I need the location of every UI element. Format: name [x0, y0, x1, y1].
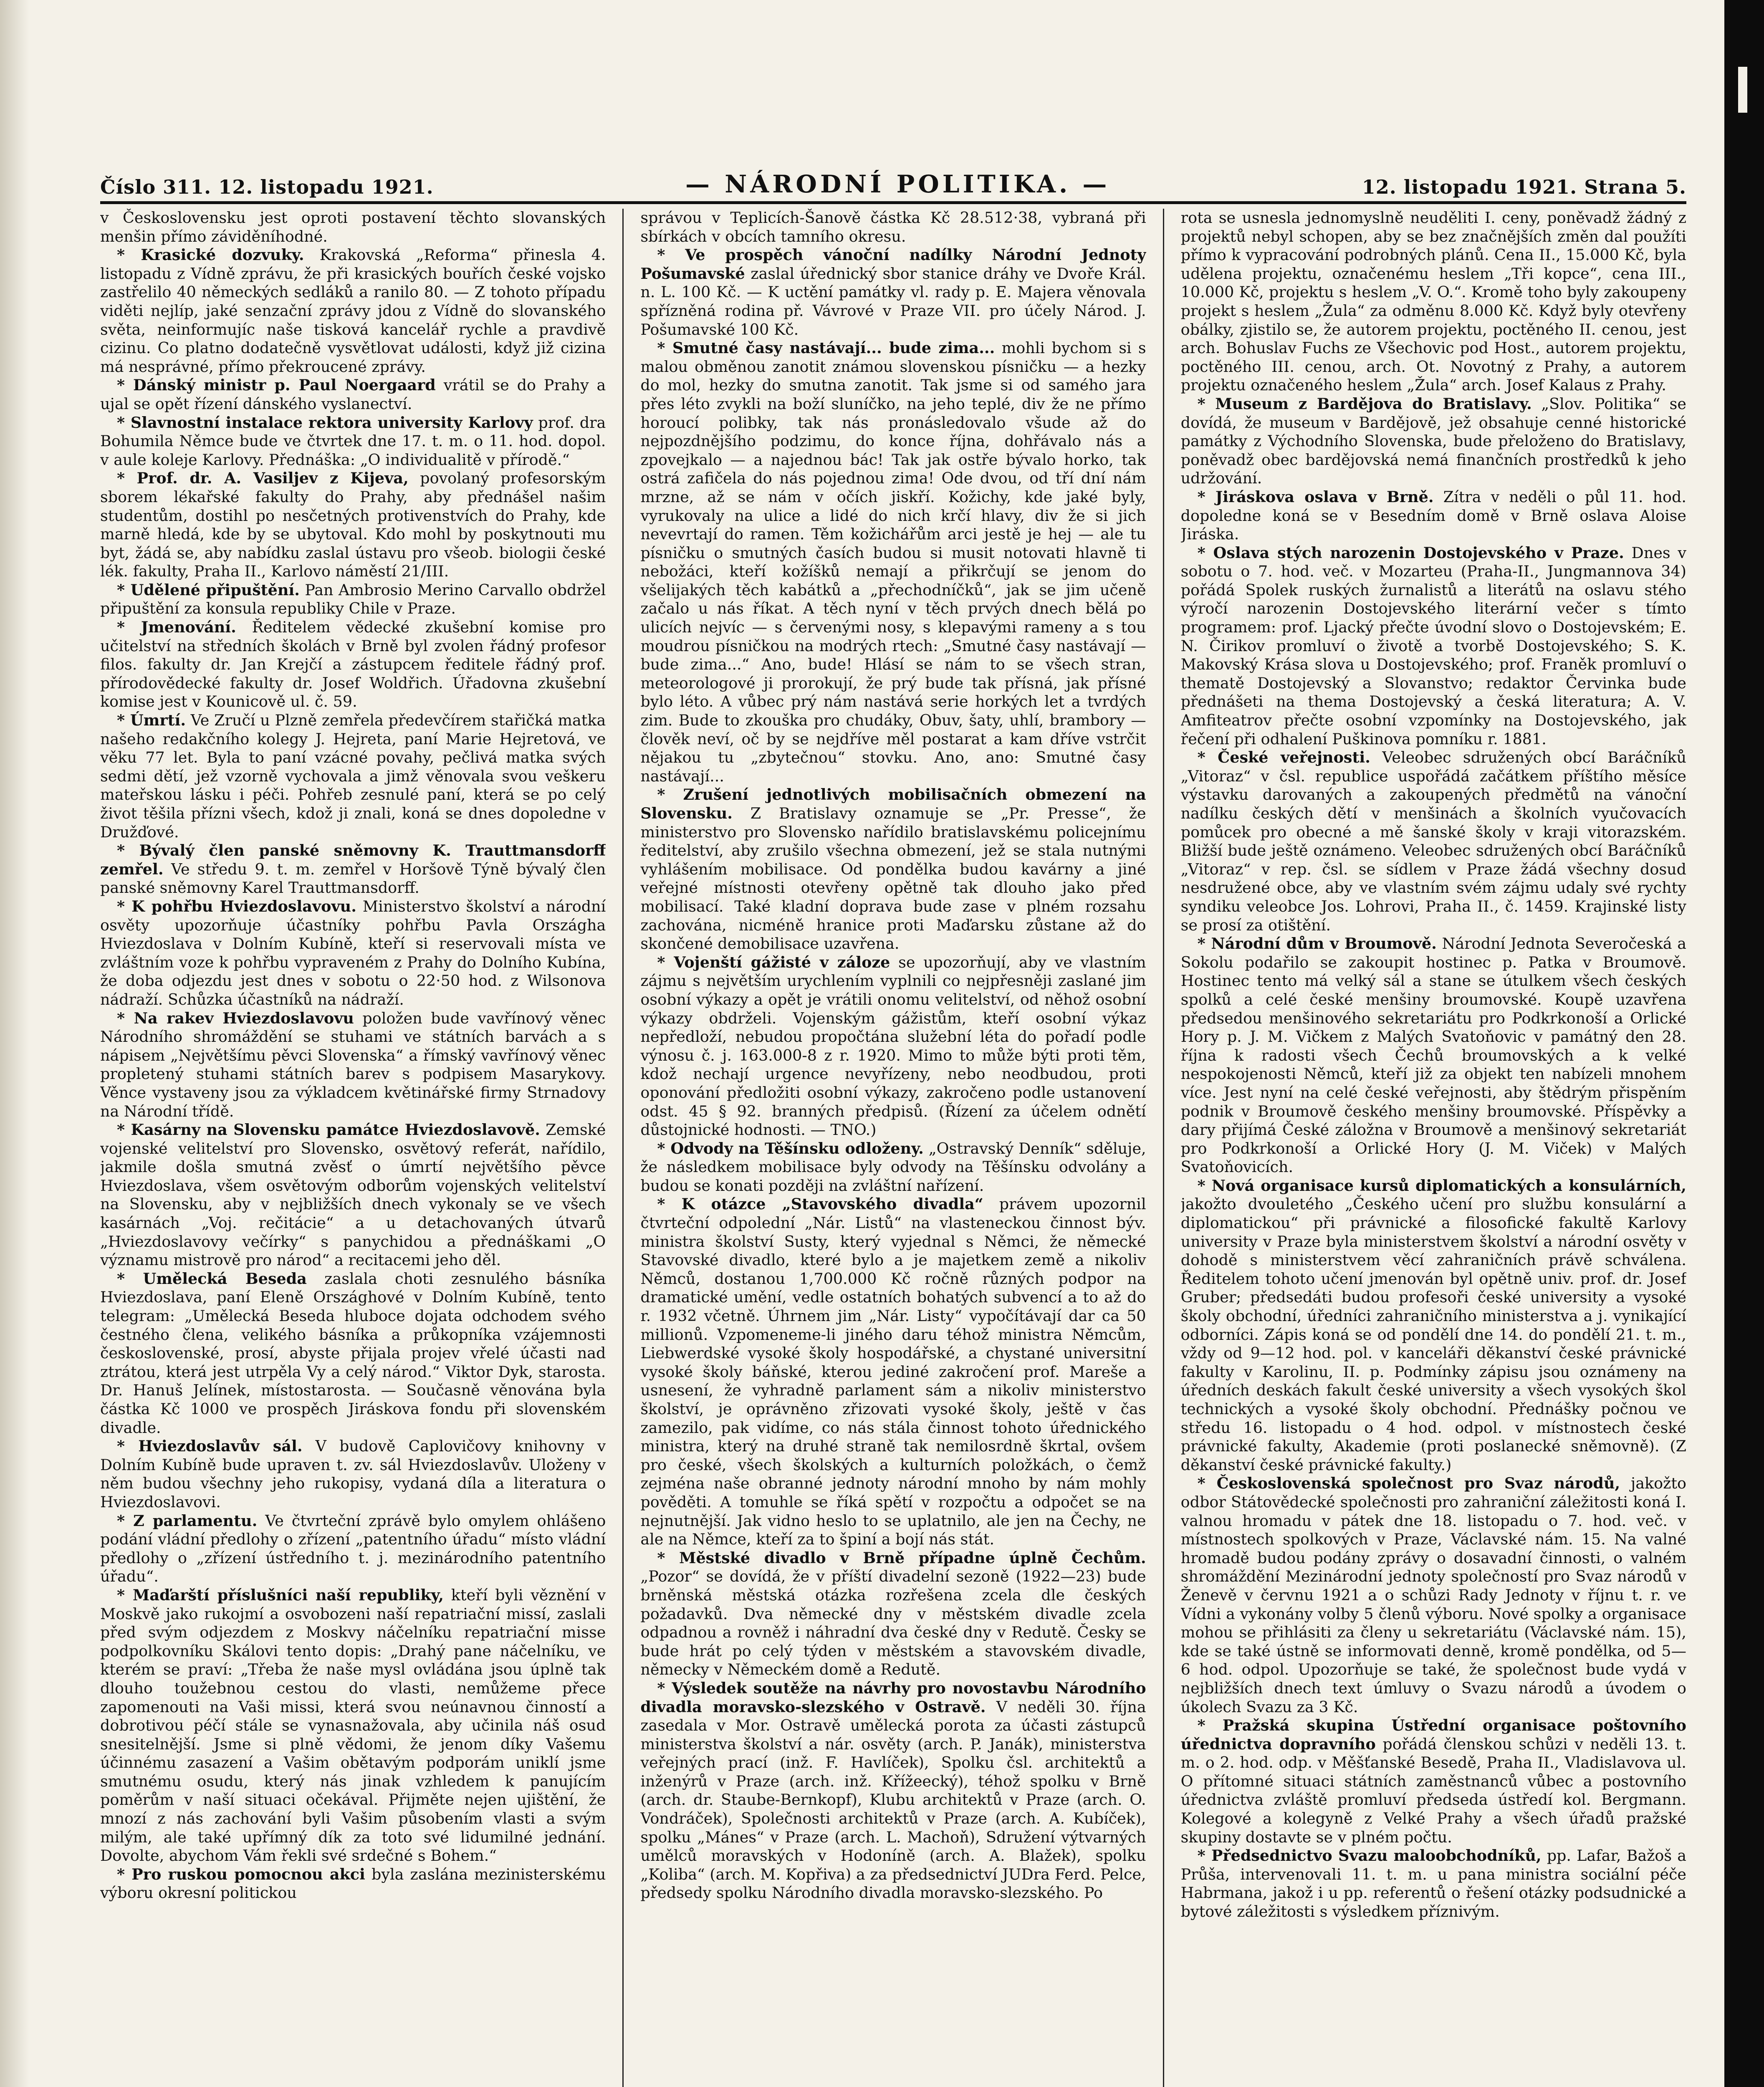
column-1	[100, 209, 606, 2087]
article-text: Z Bratislavy oznamuje se „Pr. Presse“, že ministerstvo pro Slovensko nařídilo bratislavskému policejnímu ředitelství, aby zrušilo všechna obmezení, jež se stala nutnými vyhlášením mobilisace. Od pondělka budou kavárny a jiné veřejné místnosti otevřeny opětně tak dlouho jako před mobilisací. Také kladní doprava bude zase v plném rozsahu zachována, nicméně hranice proti Maďarsku zůstane až do skončené demobilisace uzavřena.	[640, 804, 1146, 953]
article-text: položen bude vavřínový věnec Národního shromáždění se stuhami ve státních barvách a s nápisem „Největšímu pěvci Slovenska“ a římský vavřínový věnec propletený stuhami státních barev s podpisem Masarykovy. Věnce vystaveny jsou za výkladcem květinářské firmy Strnadovy na Národní třídě.	[100, 1009, 606, 1120]
article-headline: * K otázce „Stavovského divadla“	[657, 1195, 983, 1213]
article-text: zaslal úřednický sbor stanice dráhy ve Dvoře Král. n. L. 100 Kč. — K uctění památky vl. rady p. E. Majera věnovala spřízněná rodina př. Vávrové v Praze VII. pro účely Národ. J. Pošumavské 100 Kč.	[640, 264, 1146, 339]
article-text: Veleobec sdružených obcí Baráčníků „Vitoraz“ v čsl. republice uspořádá začátkem příštího měsíce výstavku darovaných a zakoupených předmětů na vánoční nadílku českých dětí v menšinách a školních vyučovacích pomůcek pro obecné a mě šanské školy v kraji vitorazském. Bližší bude ještě oznámeno. Veleobec sdružených obcí Baráčníků „Vitoraz“ v rep. čsl. se sídlem v Praze žádá všechny dosud nesdružené obce, aby ve vlastním svém zájmu udaly své rychty syndiku veleobce Jos. Lohrovi, Praha II., č. 1459. Krajinské listy se prosí za otištění.	[1180, 748, 1686, 934]
article-paragraph	[100, 1586, 606, 1865]
article-headline: * Umělecká Beseda	[117, 1269, 307, 1288]
article-text: pořádá členskou schůzi v neděli 13. t. m. o 2. hod. odp. v Měšťanské Besedě, Praha II., Vladislavova ul. O přítomné situaci státních zaměstnanců vůbec a postovního úřednictva zvláště promluví předseda ústředí kol. Bergmann. Kolegové a kolegyně z Velké Prahy a všech úřadů pražské skupiny dostavte se v plném počtu.	[1180, 1735, 1686, 1846]
article-text: prof. dra Bohumila Němce bude ve čtvrtek dne 17. t. m. o 11. hod. dopol. v aule koleje Karlovy. Přednáška: „O individualitě v přírodě.“	[100, 413, 606, 469]
date-and-page: 12. listopadu 1921. Strana 5.	[1362, 176, 1686, 198]
article-headline: * Na rakev Hviezdoslavovu	[117, 1009, 354, 1027]
article-headline: * Úmrtí.	[117, 711, 186, 730]
issue-number: Číslo 311. 12. listopadu 1921.	[100, 176, 434, 198]
article-paragraph	[1181, 395, 1686, 488]
article-paragraph	[100, 209, 606, 246]
article-text: Ministerstvo školství a národní osvěty upozorňuje účastníky pohřbu Pavla Országha Hviezdoslava v Dolním Kubíně, kteří si reservovali místa ve zvláštním voze k pohřbu vypraveném z Prahy do Dolního Kubína, že doba odjezdu jest dnes v sobotu o 22·50 hod. z Wilsonova nádraží. Schůzka účastníků na nádraží.	[100, 897, 606, 1008]
article-paragraph	[1181, 935, 1686, 1177]
article-headline: * K pohřbu Hviezdoslavovu.	[117, 897, 356, 915]
page-margin-shadow	[0, 0, 29, 2087]
article-paragraph	[640, 1679, 1146, 1903]
article-text: vrátil se do Prahy a ujal se opět řízení dánského vyslanectví.	[100, 376, 606, 413]
article-headline: * České veřejnosti.	[1197, 748, 1370, 767]
article-headline: * Výsledek soutěže na návrhy pro novostavbu Národního divadla moravsko-slezského v Ostravě.	[640, 1679, 1146, 1716]
article-text: Ve čtvrteční zprávě bylo omylem ohlášeno podání vládní předlohy o zřízení „patentního úřadu“ místo vládní předlohy o „zřízení ústředního t. j. mezinárodního patentního úřadu“.	[100, 1511, 606, 1586]
article-text: V budově Caplovičovy knihovny v Dolním Kubíně bude upraven t. zv. sál Hviezdoslavův. Uloženy v něm budou všechny jeho rukopisy, vydaná díla a literatura o Hviezdoslavovi.	[100, 1437, 606, 1511]
article-paragraph	[100, 1512, 606, 1586]
article-headline: * Udělené připuštění.	[117, 581, 300, 599]
article-headline: * Národní dům v Broumově.	[1197, 935, 1437, 953]
article-paragraph	[640, 953, 1146, 1140]
article-paragraph	[640, 1140, 1146, 1195]
article-text: Pan Ambrosio Merino Carvallo obdržel připuštění za konsula republiky Chile v Praze.	[100, 581, 606, 618]
article-text: se upozorňují, aby ve vlastním zájmu s největším urychlením vyplnili co nejpřesněji zaslané jim osobní výkazy a opět je vrátili onomu velitelství, od něhož osobní výkazy obdrželi. Vojenským gážistům, kteří osobní výkaz nepředloží, nebudou propočtána služební léta do pořadí podle výnosu č. j. 163.000-8 z r. 1920. Mimo to může býti proti těm, kdož nechají urgence nevyřízeny, nebo neodbudou, proti oponování předložiti osobní výkazy, zakročeno podle ustanovení odst. 45 § 92. branných předpisů. (Řízení za účelem odnětí důstojnické hodnosti. — TNO.)	[640, 953, 1146, 1139]
masthead-rule	[100, 201, 1686, 204]
article-text: Zemské vojenské velitelství pro Slovensko, osvětový referát, nařídilo, jakmile došla smutná zvěsť o úmrtí největšího pěvce Hviezdoslava, všem osvětovým odborům vojenských velitelství na Slovensku, aby v nejbližších dnech vykonaly se ve všech kasárnách „Voj. rečitácie“ a u detachovaných útvarů „Hviezdoslavovy večírky“ s panychidou a přednáškami „O významu mistrově pro národ“ a recitacemi jeho děl.	[100, 1121, 606, 1269]
article-headline: * Dánský ministr p. Paul Noergaard	[117, 376, 436, 394]
article-text: povolaný profesorským sborem lékařské fakulty do Prahy, aby přednášel našim studentům, dostihl po nesčetných protivenstvích do Prahy, kde marně hledá, kde by se ubytoval. Kdo mohl by poskytnouti mu byt, žádá se, aby nabídku zaslal ústavu pro všeob. biologii české lék. fakulty, Praha II., Karlovo náměstí 21/III.	[100, 469, 606, 581]
article-text: „Slov. Politika“ se dovídá, že museum v Bardějově, jež obsahuje cenné historické památky z Východního Slovenska, bude přeloženo do Bratislavy, poněvadž obec bardějovská nemá finančních prostředků k jeho udržování.	[1180, 394, 1686, 488]
article-text: Ředitelem vědecké zkušební komise pro učitelství na středních školách v Brně byl zvolen řádný profesor filos. fakulty dr. Jan Krejčí a zástupcem ředitele řádný prof. přírodovědecké fakulty dr. Josef Woldřich. Úřadovna zkušební komise jest v Kounicově ul. č. 59.	[100, 618, 606, 711]
article-paragraph	[100, 1437, 606, 1511]
article-paragraph	[100, 1121, 606, 1270]
article-headline: * Jiráskova oslava v Brně.	[1197, 488, 1434, 506]
article-text: V neděli 30. října zasedala v Mor. Ostravě umělecká porota za účasti zástupců ministerstva školství a nár. osvěty (arch. P. Janák), ministerstva veřejných prací (inž. F. Havlíček), Spolku čsl. architektů a inženýrů v Praze (arch. inž. Křížeecký), téhož spolku v Brně (arch. dr. Staube-Bernkopf), Klubu architektů v Praze (arch. O. Vondráček), Společnosti architektů v Praze (arch. A. Kubíček), spolku „Mánes“ v Praze (arch. L. Machoň), Sdružení výtvarných umělců moravských v Hodoníně (arch. A. Blažek), spolku „Koliba“ (arch. M. Kopřiva) a za předsednictví JUDra Ferd. Pelce, předsedy spolku Národního divadla moravsko-slezského. Po	[640, 1698, 1146, 1902]
article-paragraph	[640, 339, 1146, 786]
article-text: Zítra v neděli o půl 11. hod. dopoledne koná se v Besedním domě v Brně oslava Aloise Jiráska.	[1180, 488, 1686, 543]
article-paragraph	[100, 1009, 606, 1121]
article-text: „Pozor“ se dovídá, že v příští divadelní sezoně (1922—23) bude brněnská městská otázka rozřešena zcela dle českých požadavků. Dva německé dny v městském divadle zcela odpadnou a rovněž i náhradní dva české dny v Redutě. Česky se bude hrát po celý týden v městském a stavovském divadle, německy v Německém domě a Redutě.	[640, 1567, 1146, 1679]
column-3	[1181, 209, 1686, 2087]
article-paragraph	[1181, 1716, 1686, 1847]
article-headline: * Odvody na Těšínsku odloženy.	[657, 1139, 924, 1157]
column-divider	[622, 209, 624, 2087]
article-paragraph	[100, 469, 606, 581]
article-headline: * Slavnostní instalace rektora university Karlovy	[117, 413, 533, 432]
article-text: mohli bychom si s malou obměnou zanotit známou slovenskou písničku — a hezky do mol, hezky do smutna zanotit. Tak jsme si od samého jara přes léto zvykli na boží sluníčko, na jeho teplé, div že ne přímo horoucí polibky, tak nás pronásledovalo všude až do nejpozdnějšího podzimu, do konce října, dohřávalo nás a zpovejkalo — a najednou bác! Tak jak ostře bývalo horko, tak ostrá zafičela do nás pojednou zima! Ode dvou, od tří dní nám mrzne, až se nám v očích jiskří. Kožichy, kde jaké byly, vyrukovaly na ulice a lidé do nich krčí hlavy, div že si jich nevevrtají do ramen. Těm kožichářům arci jestě je hej — ale tu písničku o smutných časích budou si musit notovati hlavně ti nebožáci, kteří kožíšků nemají a přikrčují se jenom do všelijakých těch kabátků a „přechodníčků“, jak se jim učeně začalo u nás říkat. A těch nyní v těch prvých dnech bělá po ulicích nejvíc — s červenými nosy, s klepavými rameny a s tou moudrou písničkou na modrých rtech: „Smutné časy nastávají — bude zima...“ Ano, bude! Hlásí se nám to se všech stran, meteorologové ji prorokují, že prý bude tak přísná, jak přísné bylo léto. A vůbec prý nám nastává serie horkých let a tvrdých zim. Bude to zkouška pro chudáky, Obuv, šaty, uhlí, brambory — člověk neví, oč by se nejdříve měl postarat a kam dříve vstrčit nějakou tu „zbytečnou“ stovku. Ano, ano: Smutné časy nastávají...	[640, 339, 1146, 785]
column-2	[640, 209, 1146, 2087]
article-text: Ve středu 9. t. m. zemřel v Horšově Týně bývalý člen panské sněmovny Karel Trauttmansdorff.	[100, 860, 606, 897]
article-text: Dnes v sobotu o 7. hod. več. v Mozarteu (Praha-II., Jungmannova 34) pořádá Spolek ruských žurnalistů a literátů na oslavu stého výročí narozenin Dostojevského literární večer s tímto programem: prof. Ljacký přečte úvodní slovo o Dostojevském; E. N. Čirikov promluví o životě a tvorbě Dostojevského; S. K. Makovský Krása slova u Dostojevského; prof. Franěk promluví o thematě Dostojevský a Slovanstvo; redaktor Červinka bude přednášeti na thema Dostojevský a česká literatura; A. V. Amfiteatrov přečte osobní vzpomínky na Dostojevského, jak řečení při odhalení Puškinova pomníku r. 1881.	[1180, 543, 1686, 748]
article-paragraph	[1181, 544, 1686, 749]
masthead	[100, 169, 1686, 198]
article-paragraph	[1181, 1474, 1686, 1716]
article-text: rota se usnesla jednomyslně neuděliti I. ceny, poněvadž žádný z projektů nebyl schopen, aby se bez značnějších změn dal použíti přímo k vypracování podrobných plánů. Cena II., 15.000 Kč, byla udělena projektu, označenému heslem „Tři kopce“, cena III., 10.000 Kč, projektu s heslem „V. O.“. Kromě toho byly zakoupeny projekt s heslem „Žula“ za odměnu 8.000 Kč. Když byly otevřeny obálky, zjistilo se, že autorem projektu, poctěného II. cenou, jest arch. Bohuslav Fuchs ze Všechovic pod Host., autorem projektu, poctěného III. cenou, arch. Ot. Novotný z Prahy, a autorem projektu označeného heslem „Žula“ arch. Josef Kalaus z Prahy.	[1180, 209, 1686, 394]
article-headline: * Ve prospěch vánoční nadílky Národní Jednoty Pošumavské	[640, 246, 1146, 283]
article-paragraph	[640, 209, 1146, 246]
article-text: Národní Jednota Severočeská a Sokolu podařilo se zakoupit hostinec p. Patka v Broumově. Hostinec tento má velký sál a stane se útulkem všech českých spolků a celé české menšiny broumovské. Koupě uzavřena předsedou menšinového sekretariátu pro Podkrkonoší a Orlické Hory p. J. M. Vičkem z Malých Svatoňovic v památný den 28. října k radosti všech Čechů broumovských a k velké nespokojenosti Němců, kteří již za objekt ten nabízeli mnohem více. Jest nyní na celé české veřejnosti, aby štědrým přispěním podnik v Broumově českého menšiny broumovské. Příspěvky a dary přijímá České záložna v Broumově a menšinový sekretariát pro Podkrkonoší a Orlické Hory (J. M. Viček) v Malých Svatoňovicích.	[1180, 935, 1686, 1176]
article-paragraph	[100, 246, 606, 376]
article-text: Ve Zručí u Plzně zemřela předevčírem stařičká matka našeho redakčního kolegy J. Hejreta, paní Marie Hejretová, ve věku 77 let. Byla to paní vzácné povahy, pečlivá matka svých sedmi dětí, jež vzorně vychovala a jimž věnovala svou veškeru mateřskou lásku i péči. Pohřeb zesnulé paní, která se po celý život těšila přízni všech, kdož ji znali, koná se dnes dopoledne v Družďové.	[100, 711, 606, 841]
article-paragraph	[1181, 488, 1686, 544]
article-text: „Ostravský Denník“ sděluje, že následkem mobilisace byly odvody na Těšínsku odvolány a budou se konati později na zvláštní nařízení.	[640, 1139, 1146, 1195]
article-paragraph	[640, 1195, 1146, 1549]
article-headline: * Jmenování.	[117, 618, 236, 637]
article-paragraph	[1181, 1177, 1686, 1475]
article-headline: * Maďarští příslušníci naší republiky,	[117, 1586, 444, 1604]
article-paragraph	[100, 841, 606, 897]
article-paragraph	[640, 786, 1146, 953]
article-paragraph	[640, 1549, 1146, 1679]
article-headline: * Pro ruskou pomocnou akci	[117, 1865, 365, 1883]
article-headline: * Prof. dr. A. Vasiljev z Kijeva,	[117, 469, 409, 488]
article-headline: * Oslava stých narozenin Dostojevského v Praze.	[1197, 543, 1624, 562]
article-paragraph	[1181, 209, 1686, 395]
article-headline: * Československá společnost pro Svaz národů,	[1197, 1474, 1620, 1493]
article-text: právem upozornil čtvrteční odpolední „Nár. Listů“ na vlasteneckou činnost býv. ministra školství Susty, který vyjednal s Němci, že německé Stavovské divadlo, které bylo a je majetkem země a nikoliv Němců, dostanou 1,700.000 Kč ročně různých podpor na dramatické umění, vedle ostatních bohatých subvencí a to až do r. 1932 včetně. Úhrnem jim „Nár. Listy“ vypočítávají dar ca 50 millionů. Vzpomeneme-li jiného daru téhož ministra Němcům, Liebwerdské vysoké školy hospodářské, a chystané universitní vysoké školy báňské, kterou jediné zakročení prof. Mareše a usnesení, že vyhradně parlament sám a nikoliv ministerstvo školství, je oprávněno zřizovati vysoké školy, ještě v čas zamezilo, pak vidíme, co nás stála činnost tohoto úřednického ministra, který na druhé straně tak nemilosrdně škrtal, ovšem pro české, všech školských a kulturních položkách, o čemž zejména naše obranné jednoty národní mnoho by nám mohly pověděti. A tomuhle se říká spětí v rozpočtu a odpočet se na nejnutnější. Jak vidno heslo to se uplatnilo, ale jen na Čechy, ne ale na Němce, kteří za to špiní a bojí nás stát.	[640, 1195, 1146, 1549]
article-text: jakožto odbor Státovědecké společnosti pro zahraniční záležitosti koná I. valnou hromadu v pátek dne 18. listopadu o 7. hod. več. v místnostech spolkových v Praze, Václavské nám. 15. Na valné hromadě budou podány zprávy o dosavadní činnosti, o valném shromáždění Mezinárodní jednoty společností pro Svaz národů v Ženevě v červnu 1921 a o schůzi Rady Jednoty v říjnu t. r. ve Vídni a vykonány volby 5 členů výboru. Nové spolky a organisace mohou se přihlásiti za členy u sekretariátu (Václavské nám. 15), kde se také ústně se informovati denně, kromě pondělka, od 5—6 hod. odpol. Upozorňuje se také, že společnost bude vydá v nejbližších dnech text úmluvy o Svazu národů a úvodem o úkolech Svazu za 3 Kč.	[1180, 1474, 1686, 1716]
article-headline: * Zrušení jednotlivých mobilisačních obmezení na Slovensku.	[640, 786, 1146, 822]
article-headline: * Museum z Bardějova do Bratislavy.	[1197, 394, 1532, 413]
article-paragraph	[100, 1865, 606, 1903]
article-paragraph	[1181, 1847, 1686, 1921]
column-divider	[1163, 209, 1164, 2087]
article-paragraph	[100, 414, 606, 470]
article-paragraph	[1181, 748, 1686, 935]
article-headline: * Krasické dozvuky.	[117, 246, 304, 264]
article-paragraph	[100, 711, 606, 841]
article-paragraph	[100, 618, 606, 711]
article-headline: * Vojenští gážisté v záloze	[657, 953, 890, 971]
article-headline: * Pražská skupina Ústřední organisace poštovního úřednictva dopravního	[1180, 1716, 1686, 1753]
article-paragraph	[100, 1270, 606, 1437]
article-paragraph	[100, 581, 606, 618]
article-headline: * Předsednictvo Svazu maloobchodníků,	[1197, 1847, 1542, 1865]
article-text: kteří byli věznění v Moskvě jako rukojmí a osvobozeni naší repatriační missí, zaslali před svým odjezdem z Moskvy náčelníku repatriační misse podpolkovníku Skálovi tento dopis: „Drahý pane náčelníku, ve kterém se praví: „Třeba že naše mysl ovládána jsou úplně tak dlouho toužebnou cestou do vlasti, nemůžeme přece zapomenouti na Vaši missi, která svou neúnavnou činností a dobrotivou péčí stále se vynasnažovala, aby učinila náš osud snesitelnější. Jsme si plně vědomi, že jenom díky Vašemu účinnému zasazení a Vašim obětavým podporám uniklí jsme smutnému osudu, který nás jinak vzhledem k panujícím poměrům v naší situaci očekával. Přijměte nejen ujištění, že mnozí z nás zachování byli Vašim působením vlasti a svým milým, ale také upřímný dík za toto své lidumilné jednání. Dovolte, abychom Vám řekli své srdečné s Bohem.“	[100, 1586, 606, 1865]
article-paragraph	[100, 897, 606, 1009]
article-headline: * Bývalý člen panské sněmovny K. Trauttmansdorff zemřel.	[100, 841, 606, 878]
newspaper-title: — NÁRODNÍ POLITIKA. —	[685, 170, 1110, 198]
article-text: byla zaslána mezinisterskému výboru okresní politickou	[100, 1865, 606, 1902]
article-headline: * Kasárny na Slovensku památce Hviezdoslavově.	[117, 1121, 540, 1139]
scan-edge-notch	[1738, 67, 1747, 113]
article-text: správou v Teplicích-Šanově částka Kč 28.512·38, vybraná při sbírkách v obcích tamního okresu.	[640, 209, 1146, 245]
article-paragraph	[100, 376, 606, 413]
article-text: zaslala choti zesnulého básníka Hviezdoslava, paní Eleně Országhové v Dolním Kubíně, tento telegram: „Umělecká Beseda hluboce dojata odchodem svého čestného člena, velikého básníka a průkopníka vzájemnosti československé, prosí, abyste přijala projev vřelé účasti nad ztrátou, která jest utrpěla Vy a celý národ.“ Viktor Dyk, starosta. Dr. Hanuš Jelínek, místostarosta. — Současně věnována byla částka Kč 1000 ve prospěch Jiráskova fondu při slovenském divadle.	[100, 1269, 606, 1437]
article-headline: * Smutné časy nastávají... bude zima...	[657, 339, 995, 357]
article-text: Krakovská „Reforma“ přinesla 4. listopadu z Vídně zprávu, že při krasických bouřích české vojsko zastřelilo 40 německých sedláků a ranilo 80. — Z tohoto případu viděti nejlíp, jaké senzační zprávy jdou z Vídně do slovanského světa, neinformujíc naše tisková kancelář rychle a pravdivě cizinu. Co platno dodatečně vysvětlovat události, když již cizina má nesprávné, přímo překroucené zprávy.	[100, 246, 606, 376]
article-headline: * Z parlamentu.	[117, 1511, 258, 1530]
article-headline: * Nová organisace kursů diplomatických a konsulárních,	[1197, 1176, 1686, 1195]
article-text: pp. Lafar, Bažoš a Průša, intervenovali 11. t. m. u pana ministra sociální péče Habrmana, jakož i u pp. referentů o řešení otázky podsudnické a bytové záležitosti s výsledkem příznivým.	[1180, 1847, 1686, 1921]
article-headline: * Městské divadlo v Brně případne úplně Čechům.	[657, 1549, 1146, 1567]
scan-right-edge	[1724, 0, 1764, 2087]
article-text: jakožto dvouletého „Českého učení pro službu konsulární a diplomatickou“ při právnické a filosofické fakultě Karlovy university v Praze byla ministerstvem školství a národní osvěty v dohodě s ministerstvem věcí zahraničních právě schválena. Ředitelem tohoto učení jmenován byl opětně univ. prof. dr. Josef Gruber; předsedáti budou profesoři české university a vysoké školy obchodní, úředníci zahraničního ministerstva a j. vynikající odborníci. Zápis koná se od pondělí dne 14. do pondělí 21. t. m., vždy od 9—12 hod. pol. v kanceláři děkanství české právnické fakulty v Karolinu, II. p. Podmínky zápisu jsou oznámeny na úředních deskách fakult české university a všech vysokých škol technických a vysoké školy obchodní. Přednášky počnou ve středu 16. listopadu o 4 hod. odpol. v místnostech české právnické fakulty, Akademie (proti poslanecké sněmovně). (Z děkanství české právnické fakulty.)	[1180, 1195, 1686, 1474]
article-columns	[100, 209, 1686, 2087]
article-headline: * Hviezdoslavův sál.	[117, 1437, 303, 1455]
article-paragraph	[640, 246, 1146, 339]
article-text: v Československu jest oproti postavení těchto slovanských menšin přímo záviděníhodné.	[100, 209, 606, 245]
